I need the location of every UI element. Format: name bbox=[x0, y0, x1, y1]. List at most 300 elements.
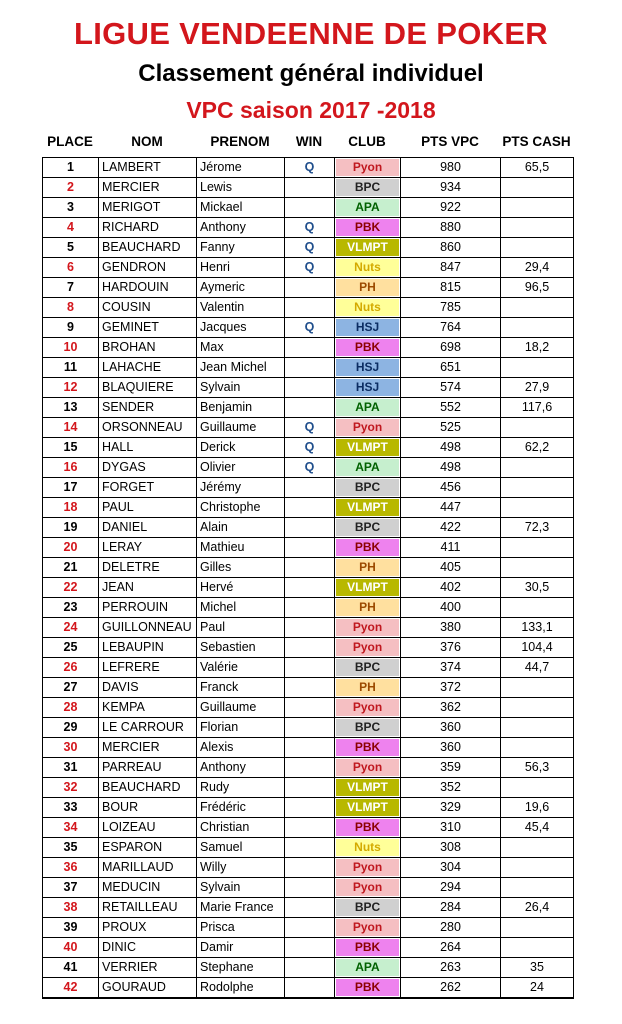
pts-vpc-cell: 880 bbox=[401, 218, 501, 238]
club-badge: PH bbox=[336, 559, 399, 576]
table-row bbox=[43, 158, 574, 178]
column-header-place: PLACE bbox=[47, 134, 93, 149]
win-cell bbox=[285, 178, 335, 198]
club-cell bbox=[335, 558, 401, 578]
table-row bbox=[43, 358, 574, 378]
prenom-cell: Christophe bbox=[197, 498, 285, 518]
nom-cell: LAMBERT bbox=[99, 158, 197, 178]
club-cell bbox=[335, 618, 401, 638]
pts-cash-cell bbox=[501, 238, 574, 258]
win-cell bbox=[285, 898, 335, 918]
pts-cash-cell: 44,7 bbox=[501, 658, 574, 678]
club-badge: HSJ bbox=[336, 359, 399, 376]
prenom-cell: Willy bbox=[197, 858, 285, 878]
win-cell bbox=[285, 338, 335, 358]
table-row bbox=[43, 398, 574, 418]
prenom-cell: Sylvain bbox=[197, 878, 285, 898]
pts-cash-cell bbox=[501, 358, 574, 378]
pts-vpc-cell: 362 bbox=[401, 698, 501, 718]
table-row bbox=[43, 758, 574, 778]
prenom-cell: Jean Michel bbox=[197, 358, 285, 378]
ranking-table-body bbox=[43, 158, 574, 999]
column-header-pts-cash: PTS CASH bbox=[502, 134, 571, 149]
pts-cash-cell bbox=[501, 778, 574, 798]
place-cell: 8 bbox=[43, 298, 99, 318]
win-cell bbox=[285, 298, 335, 318]
nom-cell: DELETRE bbox=[99, 558, 197, 578]
table-row bbox=[43, 238, 574, 258]
prenom-cell: Guillaume bbox=[197, 418, 285, 438]
pts-vpc-cell: 359 bbox=[401, 758, 501, 778]
win-cell bbox=[285, 658, 335, 678]
club-cell bbox=[335, 258, 401, 278]
pts-cash-cell bbox=[501, 498, 574, 518]
win-cell: Q bbox=[285, 158, 335, 178]
table-row bbox=[43, 918, 574, 938]
club-badge: VLMPT bbox=[336, 799, 399, 816]
club-cell bbox=[335, 418, 401, 438]
win-cell: Q bbox=[285, 438, 335, 458]
pts-cash-cell bbox=[501, 318, 574, 338]
club-badge: Pyon bbox=[336, 879, 399, 896]
win-cell bbox=[285, 938, 335, 958]
page-title: LIGUE VENDEENNE DE POKER bbox=[73, 16, 548, 51]
place-cell: 20 bbox=[43, 538, 99, 558]
table-row bbox=[43, 838, 574, 858]
table-row bbox=[43, 338, 574, 358]
club-cell bbox=[335, 838, 401, 858]
club-cell bbox=[335, 918, 401, 938]
table-row bbox=[43, 598, 574, 618]
win-cell bbox=[285, 498, 335, 518]
pts-vpc-cell: 352 bbox=[401, 778, 501, 798]
place-cell: 1 bbox=[43, 158, 99, 178]
pts-vpc-cell: 860 bbox=[401, 238, 501, 258]
pts-vpc-cell: 294 bbox=[401, 878, 501, 898]
place-cell: 41 bbox=[43, 958, 99, 978]
pts-cash-cell bbox=[501, 198, 574, 218]
win-cell bbox=[285, 378, 335, 398]
club-cell bbox=[335, 158, 401, 178]
prenom-cell: Alain bbox=[197, 518, 285, 538]
place-cell: 27 bbox=[43, 678, 99, 698]
pts-cash-cell: 24 bbox=[501, 978, 574, 999]
nom-cell: MARILLAUD bbox=[99, 858, 197, 878]
win-cell bbox=[285, 718, 335, 738]
club-cell bbox=[335, 218, 401, 238]
club-cell bbox=[335, 338, 401, 358]
pts-cash-cell: 27,9 bbox=[501, 378, 574, 398]
pts-vpc-cell: 815 bbox=[401, 278, 501, 298]
prenom-cell: Frédéric bbox=[197, 798, 285, 818]
place-cell: 16 bbox=[43, 458, 99, 478]
win-cell bbox=[285, 738, 335, 758]
table-row bbox=[43, 478, 574, 498]
table-row bbox=[43, 558, 574, 578]
club-badge: HSJ bbox=[336, 379, 399, 396]
win-cell: Q bbox=[285, 218, 335, 238]
club-badge: PBK bbox=[336, 819, 399, 836]
place-cell: 5 bbox=[43, 238, 99, 258]
place-cell: 18 bbox=[43, 498, 99, 518]
pts-vpc-cell: 380 bbox=[401, 618, 501, 638]
pts-cash-cell: 56,3 bbox=[501, 758, 574, 778]
table-row bbox=[43, 578, 574, 598]
nom-cell: PAUL bbox=[99, 498, 197, 518]
place-cell: 19 bbox=[43, 518, 99, 538]
table-row bbox=[43, 438, 574, 458]
win-cell bbox=[285, 778, 335, 798]
win-cell bbox=[285, 618, 335, 638]
pts-cash-cell bbox=[501, 738, 574, 758]
win-cell bbox=[285, 858, 335, 878]
win-cell bbox=[285, 978, 335, 999]
club-badge: BPC bbox=[336, 719, 399, 736]
pts-vpc-cell: 980 bbox=[401, 158, 501, 178]
place-cell: 40 bbox=[43, 938, 99, 958]
pts-cash-cell: 26,4 bbox=[501, 898, 574, 918]
nom-cell: HALL bbox=[99, 438, 197, 458]
place-cell: 25 bbox=[43, 638, 99, 658]
nom-cell: GEMINET bbox=[99, 318, 197, 338]
pts-cash-cell bbox=[501, 678, 574, 698]
pts-vpc-cell: 934 bbox=[401, 178, 501, 198]
table-row bbox=[43, 718, 574, 738]
place-cell: 26 bbox=[43, 658, 99, 678]
pts-cash-cell bbox=[501, 598, 574, 618]
club-badge: PBK bbox=[336, 339, 399, 356]
pts-vpc-cell: 498 bbox=[401, 438, 501, 458]
win-cell bbox=[285, 638, 335, 658]
prenom-cell: Olivier bbox=[197, 458, 285, 478]
table-row bbox=[43, 318, 574, 338]
club-cell bbox=[335, 798, 401, 818]
nom-cell: GOURAUD bbox=[99, 978, 197, 999]
pts-vpc-cell: 263 bbox=[401, 958, 501, 978]
place-cell: 15 bbox=[43, 438, 99, 458]
pts-cash-cell: 72,3 bbox=[501, 518, 574, 538]
club-cell bbox=[335, 898, 401, 918]
place-cell: 38 bbox=[43, 898, 99, 918]
club-badge: BPC bbox=[336, 899, 399, 916]
prenom-cell: Jacques bbox=[197, 318, 285, 338]
nom-cell: GENDRON bbox=[99, 258, 197, 278]
place-cell: 21 bbox=[43, 558, 99, 578]
club-badge: PH bbox=[336, 599, 399, 616]
table-row bbox=[43, 818, 574, 838]
prenom-cell: Guillaume bbox=[197, 698, 285, 718]
pts-cash-cell bbox=[501, 858, 574, 878]
place-cell: 37 bbox=[43, 878, 99, 898]
club-badge: BPC bbox=[336, 519, 399, 536]
pts-vpc-cell: 376 bbox=[401, 638, 501, 658]
pts-cash-cell: 18,2 bbox=[501, 338, 574, 358]
pts-vpc-cell: 651 bbox=[401, 358, 501, 378]
table-row bbox=[43, 198, 574, 218]
pts-cash-cell bbox=[501, 838, 574, 858]
club-badge: VLMPT bbox=[336, 579, 399, 596]
nom-cell: DINIC bbox=[99, 938, 197, 958]
club-cell bbox=[335, 478, 401, 498]
club-cell bbox=[335, 538, 401, 558]
win-cell bbox=[285, 398, 335, 418]
club-cell bbox=[335, 358, 401, 378]
club-badge: Pyon bbox=[336, 859, 399, 876]
pts-cash-cell: 19,6 bbox=[501, 798, 574, 818]
nom-cell: COUSIN bbox=[99, 298, 197, 318]
nom-cell: HARDOUIN bbox=[99, 278, 197, 298]
pts-cash-cell: 30,5 bbox=[501, 578, 574, 598]
nom-cell: LEBAUPIN bbox=[99, 638, 197, 658]
win-cell bbox=[285, 478, 335, 498]
column-header-pts-vpc: PTS VPC bbox=[421, 134, 479, 149]
prenom-cell: Marie France bbox=[197, 898, 285, 918]
prenom-cell: Valérie bbox=[197, 658, 285, 678]
table-row bbox=[43, 778, 574, 798]
prenom-cell: Henri bbox=[197, 258, 285, 278]
pts-cash-cell: 62,2 bbox=[501, 438, 574, 458]
win-cell: Q bbox=[285, 258, 335, 278]
club-cell bbox=[335, 498, 401, 518]
prenom-cell: Benjamin bbox=[197, 398, 285, 418]
pts-vpc-cell: 498 bbox=[401, 458, 501, 478]
nom-cell: DANIEL bbox=[99, 518, 197, 538]
table-row bbox=[43, 798, 574, 818]
pts-cash-cell bbox=[501, 178, 574, 198]
prenom-cell: Mickael bbox=[197, 198, 285, 218]
win-cell bbox=[285, 678, 335, 698]
nom-cell: GUILLONNEAU bbox=[99, 618, 197, 638]
win-cell bbox=[285, 698, 335, 718]
table-row bbox=[43, 898, 574, 918]
pts-cash-cell: 104,4 bbox=[501, 638, 574, 658]
club-badge: PH bbox=[336, 679, 399, 696]
pts-vpc-cell: 304 bbox=[401, 858, 501, 878]
place-cell: 30 bbox=[43, 738, 99, 758]
club-cell bbox=[335, 278, 401, 298]
win-cell bbox=[285, 878, 335, 898]
pts-cash-cell bbox=[501, 698, 574, 718]
nom-cell: LOIZEAU bbox=[99, 818, 197, 838]
place-cell: 29 bbox=[43, 718, 99, 738]
win-cell bbox=[285, 798, 335, 818]
table-row bbox=[43, 458, 574, 478]
prenom-cell: Stephane bbox=[197, 958, 285, 978]
club-badge: Pyon bbox=[336, 699, 399, 716]
nom-cell: PARREAU bbox=[99, 758, 197, 778]
club-badge: Pyon bbox=[336, 759, 399, 776]
place-cell: 34 bbox=[43, 818, 99, 838]
pts-cash-cell: 35 bbox=[501, 958, 574, 978]
club-badge: APA bbox=[336, 199, 399, 216]
club-cell bbox=[335, 818, 401, 838]
club-cell bbox=[335, 578, 401, 598]
club-badge: BPC bbox=[336, 479, 399, 496]
pts-cash-cell: 133,1 bbox=[501, 618, 574, 638]
win-cell: Q bbox=[285, 318, 335, 338]
club-badge: Pyon bbox=[336, 619, 399, 636]
prenom-cell: Alexis bbox=[197, 738, 285, 758]
club-badge: BPC bbox=[336, 659, 399, 676]
win-cell bbox=[285, 818, 335, 838]
nom-cell: BROHAN bbox=[99, 338, 197, 358]
nom-cell: LAHACHE bbox=[99, 358, 197, 378]
prenom-cell: Franck bbox=[197, 678, 285, 698]
pts-vpc-cell: 264 bbox=[401, 938, 501, 958]
pts-cash-cell: 45,4 bbox=[501, 818, 574, 838]
table-row bbox=[43, 958, 574, 978]
nom-cell: RICHARD bbox=[99, 218, 197, 238]
pts-vpc-cell: 447 bbox=[401, 498, 501, 518]
win-cell: Q bbox=[285, 238, 335, 258]
club-badge: BPC bbox=[336, 179, 399, 196]
club-badge: PBK bbox=[336, 739, 399, 756]
prenom-cell: Fanny bbox=[197, 238, 285, 258]
table-row bbox=[43, 518, 574, 538]
club-badge: Pyon bbox=[336, 159, 399, 176]
win-cell bbox=[285, 958, 335, 978]
club-badge: Nuts bbox=[336, 259, 399, 276]
column-header-club: CLUB bbox=[348, 134, 386, 149]
nom-cell: BEAUCHARD bbox=[99, 778, 197, 798]
place-cell: 36 bbox=[43, 858, 99, 878]
prenom-cell: Paul bbox=[197, 618, 285, 638]
pts-vpc-cell: 372 bbox=[401, 678, 501, 698]
club-cell bbox=[335, 638, 401, 658]
club-cell bbox=[335, 678, 401, 698]
nom-cell: MERIGOT bbox=[99, 198, 197, 218]
place-cell: 42 bbox=[43, 978, 99, 999]
table-header bbox=[0, 131, 622, 153]
nom-cell: BEAUCHARD bbox=[99, 238, 197, 258]
win-cell bbox=[285, 578, 335, 598]
club-cell bbox=[335, 438, 401, 458]
club-cell bbox=[335, 178, 401, 198]
place-cell: 33 bbox=[43, 798, 99, 818]
win-cell bbox=[285, 538, 335, 558]
pts-vpc-cell: 400 bbox=[401, 598, 501, 618]
prenom-cell: Derick bbox=[197, 438, 285, 458]
pts-cash-cell: 96,5 bbox=[501, 278, 574, 298]
pts-vpc-cell: 284 bbox=[401, 898, 501, 918]
nom-cell: DYGAS bbox=[99, 458, 197, 478]
place-cell: 11 bbox=[43, 358, 99, 378]
club-cell bbox=[335, 458, 401, 478]
club-cell bbox=[335, 778, 401, 798]
table-row bbox=[43, 298, 574, 318]
club-badge: PH bbox=[336, 279, 399, 296]
win-cell bbox=[285, 918, 335, 938]
pts-vpc-cell: 360 bbox=[401, 718, 501, 738]
page-subtitle: Classement général individuel bbox=[138, 60, 484, 87]
pts-cash-cell bbox=[501, 418, 574, 438]
prenom-cell: Gilles bbox=[197, 558, 285, 578]
pts-vpc-cell: 922 bbox=[401, 198, 501, 218]
prenom-cell: Hervé bbox=[197, 578, 285, 598]
place-cell: 39 bbox=[43, 918, 99, 938]
prenom-cell: Florian bbox=[197, 718, 285, 738]
pts-vpc-cell: 329 bbox=[401, 798, 501, 818]
pts-cash-cell: 117,6 bbox=[501, 398, 574, 418]
club-badge: Pyon bbox=[336, 919, 399, 936]
place-cell: 6 bbox=[43, 258, 99, 278]
table-row bbox=[43, 278, 574, 298]
table-row bbox=[43, 418, 574, 438]
pts-cash-cell bbox=[501, 918, 574, 938]
prenom-cell: Mathieu bbox=[197, 538, 285, 558]
prenom-cell: Rudy bbox=[197, 778, 285, 798]
prenom-cell: Valentin bbox=[197, 298, 285, 318]
pts-cash-cell bbox=[501, 938, 574, 958]
column-header-nom: NOM bbox=[131, 134, 163, 149]
place-cell: 4 bbox=[43, 218, 99, 238]
club-badge: PBK bbox=[336, 979, 399, 996]
place-cell: 24 bbox=[43, 618, 99, 638]
prenom-cell: Anthony bbox=[197, 218, 285, 238]
pts-vpc-cell: 698 bbox=[401, 338, 501, 358]
prenom-cell: Samuel bbox=[197, 838, 285, 858]
nom-cell: BOUR bbox=[99, 798, 197, 818]
pts-vpc-cell: 764 bbox=[401, 318, 501, 338]
pts-vpc-cell: 574 bbox=[401, 378, 501, 398]
win-cell bbox=[285, 518, 335, 538]
table-row bbox=[43, 658, 574, 678]
prenom-cell: Prisca bbox=[197, 918, 285, 938]
pts-vpc-cell: 525 bbox=[401, 418, 501, 438]
club-cell bbox=[335, 958, 401, 978]
place-cell: 32 bbox=[43, 778, 99, 798]
club-badge: APA bbox=[336, 459, 399, 476]
prenom-cell: Michel bbox=[197, 598, 285, 618]
win-cell bbox=[285, 838, 335, 858]
club-badge: APA bbox=[336, 959, 399, 976]
prenom-cell: Lewis bbox=[197, 178, 285, 198]
pts-cash-cell bbox=[501, 558, 574, 578]
place-cell: 14 bbox=[43, 418, 99, 438]
pts-cash-cell bbox=[501, 298, 574, 318]
nom-cell: VERRIER bbox=[99, 958, 197, 978]
pts-vpc-cell: 456 bbox=[401, 478, 501, 498]
club-cell bbox=[335, 758, 401, 778]
prenom-cell: Sylvain bbox=[197, 378, 285, 398]
pts-cash-cell bbox=[501, 478, 574, 498]
win-cell bbox=[285, 558, 335, 578]
win-cell bbox=[285, 598, 335, 618]
pts-cash-cell bbox=[501, 218, 574, 238]
prenom-cell: Aymeric bbox=[197, 278, 285, 298]
table-row bbox=[43, 858, 574, 878]
pts-vpc-cell: 402 bbox=[401, 578, 501, 598]
place-cell: 12 bbox=[43, 378, 99, 398]
pts-vpc-cell: 280 bbox=[401, 918, 501, 938]
prenom-cell: Anthony bbox=[197, 758, 285, 778]
nom-cell: ESPARON bbox=[99, 838, 197, 858]
club-cell bbox=[335, 398, 401, 418]
club-cell bbox=[335, 598, 401, 618]
pts-vpc-cell: 405 bbox=[401, 558, 501, 578]
club-cell bbox=[335, 718, 401, 738]
pts-cash-cell bbox=[501, 878, 574, 898]
place-cell: 10 bbox=[43, 338, 99, 358]
win-cell bbox=[285, 198, 335, 218]
nom-cell: LE CARROUR bbox=[99, 718, 197, 738]
club-badge: HSJ bbox=[336, 319, 399, 336]
win-cell: Q bbox=[285, 458, 335, 478]
table-row bbox=[43, 618, 574, 638]
season-label: VPC saison 2017 -2018 bbox=[186, 97, 436, 123]
table-row bbox=[43, 938, 574, 958]
club-cell bbox=[335, 858, 401, 878]
